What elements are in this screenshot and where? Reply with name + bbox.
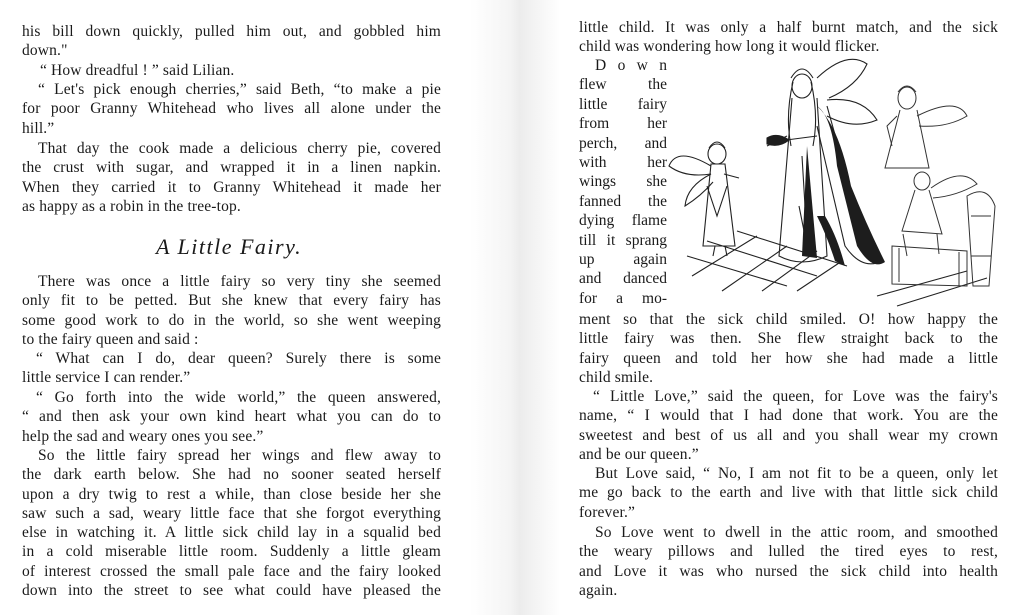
text-line: name, “ I would that I had done that work. You are the [579, 407, 998, 425]
text-line: up again [579, 251, 667, 269]
text-line: else in watching it. A little sick child lay in a squalid bed [22, 524, 441, 542]
text-line: some good work to do in the world, so she went weeping [22, 311, 441, 329]
wrapped-text-column [579, 56, 667, 308]
text-line: “ Little Love,” said the queen, for Love was the fairy's [593, 388, 998, 405]
text-line: That day the cook made a delicious cherry pie, covered [38, 140, 441, 157]
text-line: “ and then ask your own kind heart what you can do to [22, 408, 441, 426]
paragraph [22, 349, 441, 388]
text-line: wings she [579, 173, 667, 191]
section-heading: A Little Fairy. [156, 234, 303, 259]
paragraph [22, 139, 441, 216]
text-line: saw such a sad, weary little face that she forgot everything [22, 504, 441, 522]
text-line: little child. It was only a half burnt match, and the sick [579, 19, 998, 36]
text-line: down." [22, 42, 68, 60]
text-line: with her [579, 154, 667, 172]
text-line: for a mo- [579, 289, 667, 307]
text-line: So the little fairy spread her wings and flew away to [38, 447, 441, 464]
text-line: fairy queen and told her how she had made a little [579, 349, 998, 367]
text-line: fanned the [579, 192, 667, 210]
paragraph [579, 387, 998, 464]
text-line: his bill down quickly, pulled him out, and gobbled him [22, 23, 441, 40]
text-line: the weary pillows and lulled the tired eyes to rest, [579, 543, 998, 561]
text-line: of interest crossed the small pale face and the fairy looked [22, 562, 441, 580]
text-line: and be our queen.” [579, 445, 699, 463]
text-line: “ Go forth into the wide world,” the queen answered, [36, 389, 441, 406]
text-line: “ How dreadful ! ” said Lilian. [40, 62, 235, 79]
paragraph [22, 446, 441, 600]
text-line: perch, and [579, 134, 667, 152]
text-line: child was wondering how long it would flicker. [579, 38, 880, 56]
text-line: child smile. [579, 368, 654, 386]
text-line: little fairy was then. She flew straight back to the [579, 330, 998, 348]
text-line: from her [579, 115, 667, 133]
text-line: “ Let's pick enough cherries,” said Beth, “to make a pie [38, 81, 441, 98]
text-line: little fairy [579, 95, 667, 113]
text-line: little service I can render.” [22, 369, 191, 387]
text-line: me go back to the earth and live with that little sick child [579, 484, 998, 502]
text-line: and Love it was who nursed the sick child into health [579, 562, 998, 580]
text-line: down into the street to see what could have pleased the [22, 582, 441, 600]
text-line: till it sprang [579, 231, 667, 249]
paragraph [579, 464, 998, 522]
text-line: forever.” [579, 503, 635, 521]
text-line: dying flame [579, 212, 667, 230]
text-line: the crust with sugar, and wrapped it in a linen napkin. [22, 159, 441, 177]
text-line: help the sad and weary ones you see.” [22, 427, 264, 445]
text-line: ment so that the sick child smiled. O! how happy the [579, 311, 998, 328]
text-line: only fit to be petted. But she knew that every fairy has [22, 292, 441, 310]
fairy-queen-illustration-icon [667, 56, 999, 310]
paragraph [22, 80, 441, 138]
text-line: D o w n [595, 57, 667, 74]
paragraph [579, 18, 998, 57]
text-line: as happy as a robin in the tree-top. [22, 197, 241, 215]
text-line: There was once a little fairy so very tiny she seemed [38, 273, 441, 290]
book-gutter [470, 0, 560, 615]
text-line: hill.” [22, 119, 55, 137]
text-line: in a cold miserable little room. Suddenly a little gleam [22, 543, 441, 561]
text-line: the dark earth below. She had no sooner seated herself [22, 466, 441, 484]
text-line: So Love went to dwell in the attic room, and smoothed [595, 524, 998, 541]
text-line: again. [579, 581, 618, 599]
text-line: “ What can I do, dear queen? Surely there is some [36, 350, 441, 367]
text-line: upon a dry twig to rest a while, than close beside her she [22, 485, 441, 503]
text-line: flew the [579, 76, 667, 94]
text-line: for poor Granny Whitehead who lives all alone under the [22, 100, 441, 118]
text-line: But Love said, “ No, I am not fit to be a queen, only let [595, 465, 998, 482]
paragraph [40, 61, 441, 80]
paragraph [579, 310, 998, 387]
paragraph [22, 22, 441, 61]
text-line: and danced [579, 270, 667, 288]
paragraph [22, 388, 441, 446]
text-line: sweetest and best of us all and you shall wear my crown [579, 426, 998, 444]
text-line: When they carried it to Granny Whitehead it made her [22, 178, 441, 196]
paragraph [579, 523, 998, 600]
text-line: to the fairy queen and said : [22, 330, 199, 348]
paragraph [22, 272, 441, 349]
